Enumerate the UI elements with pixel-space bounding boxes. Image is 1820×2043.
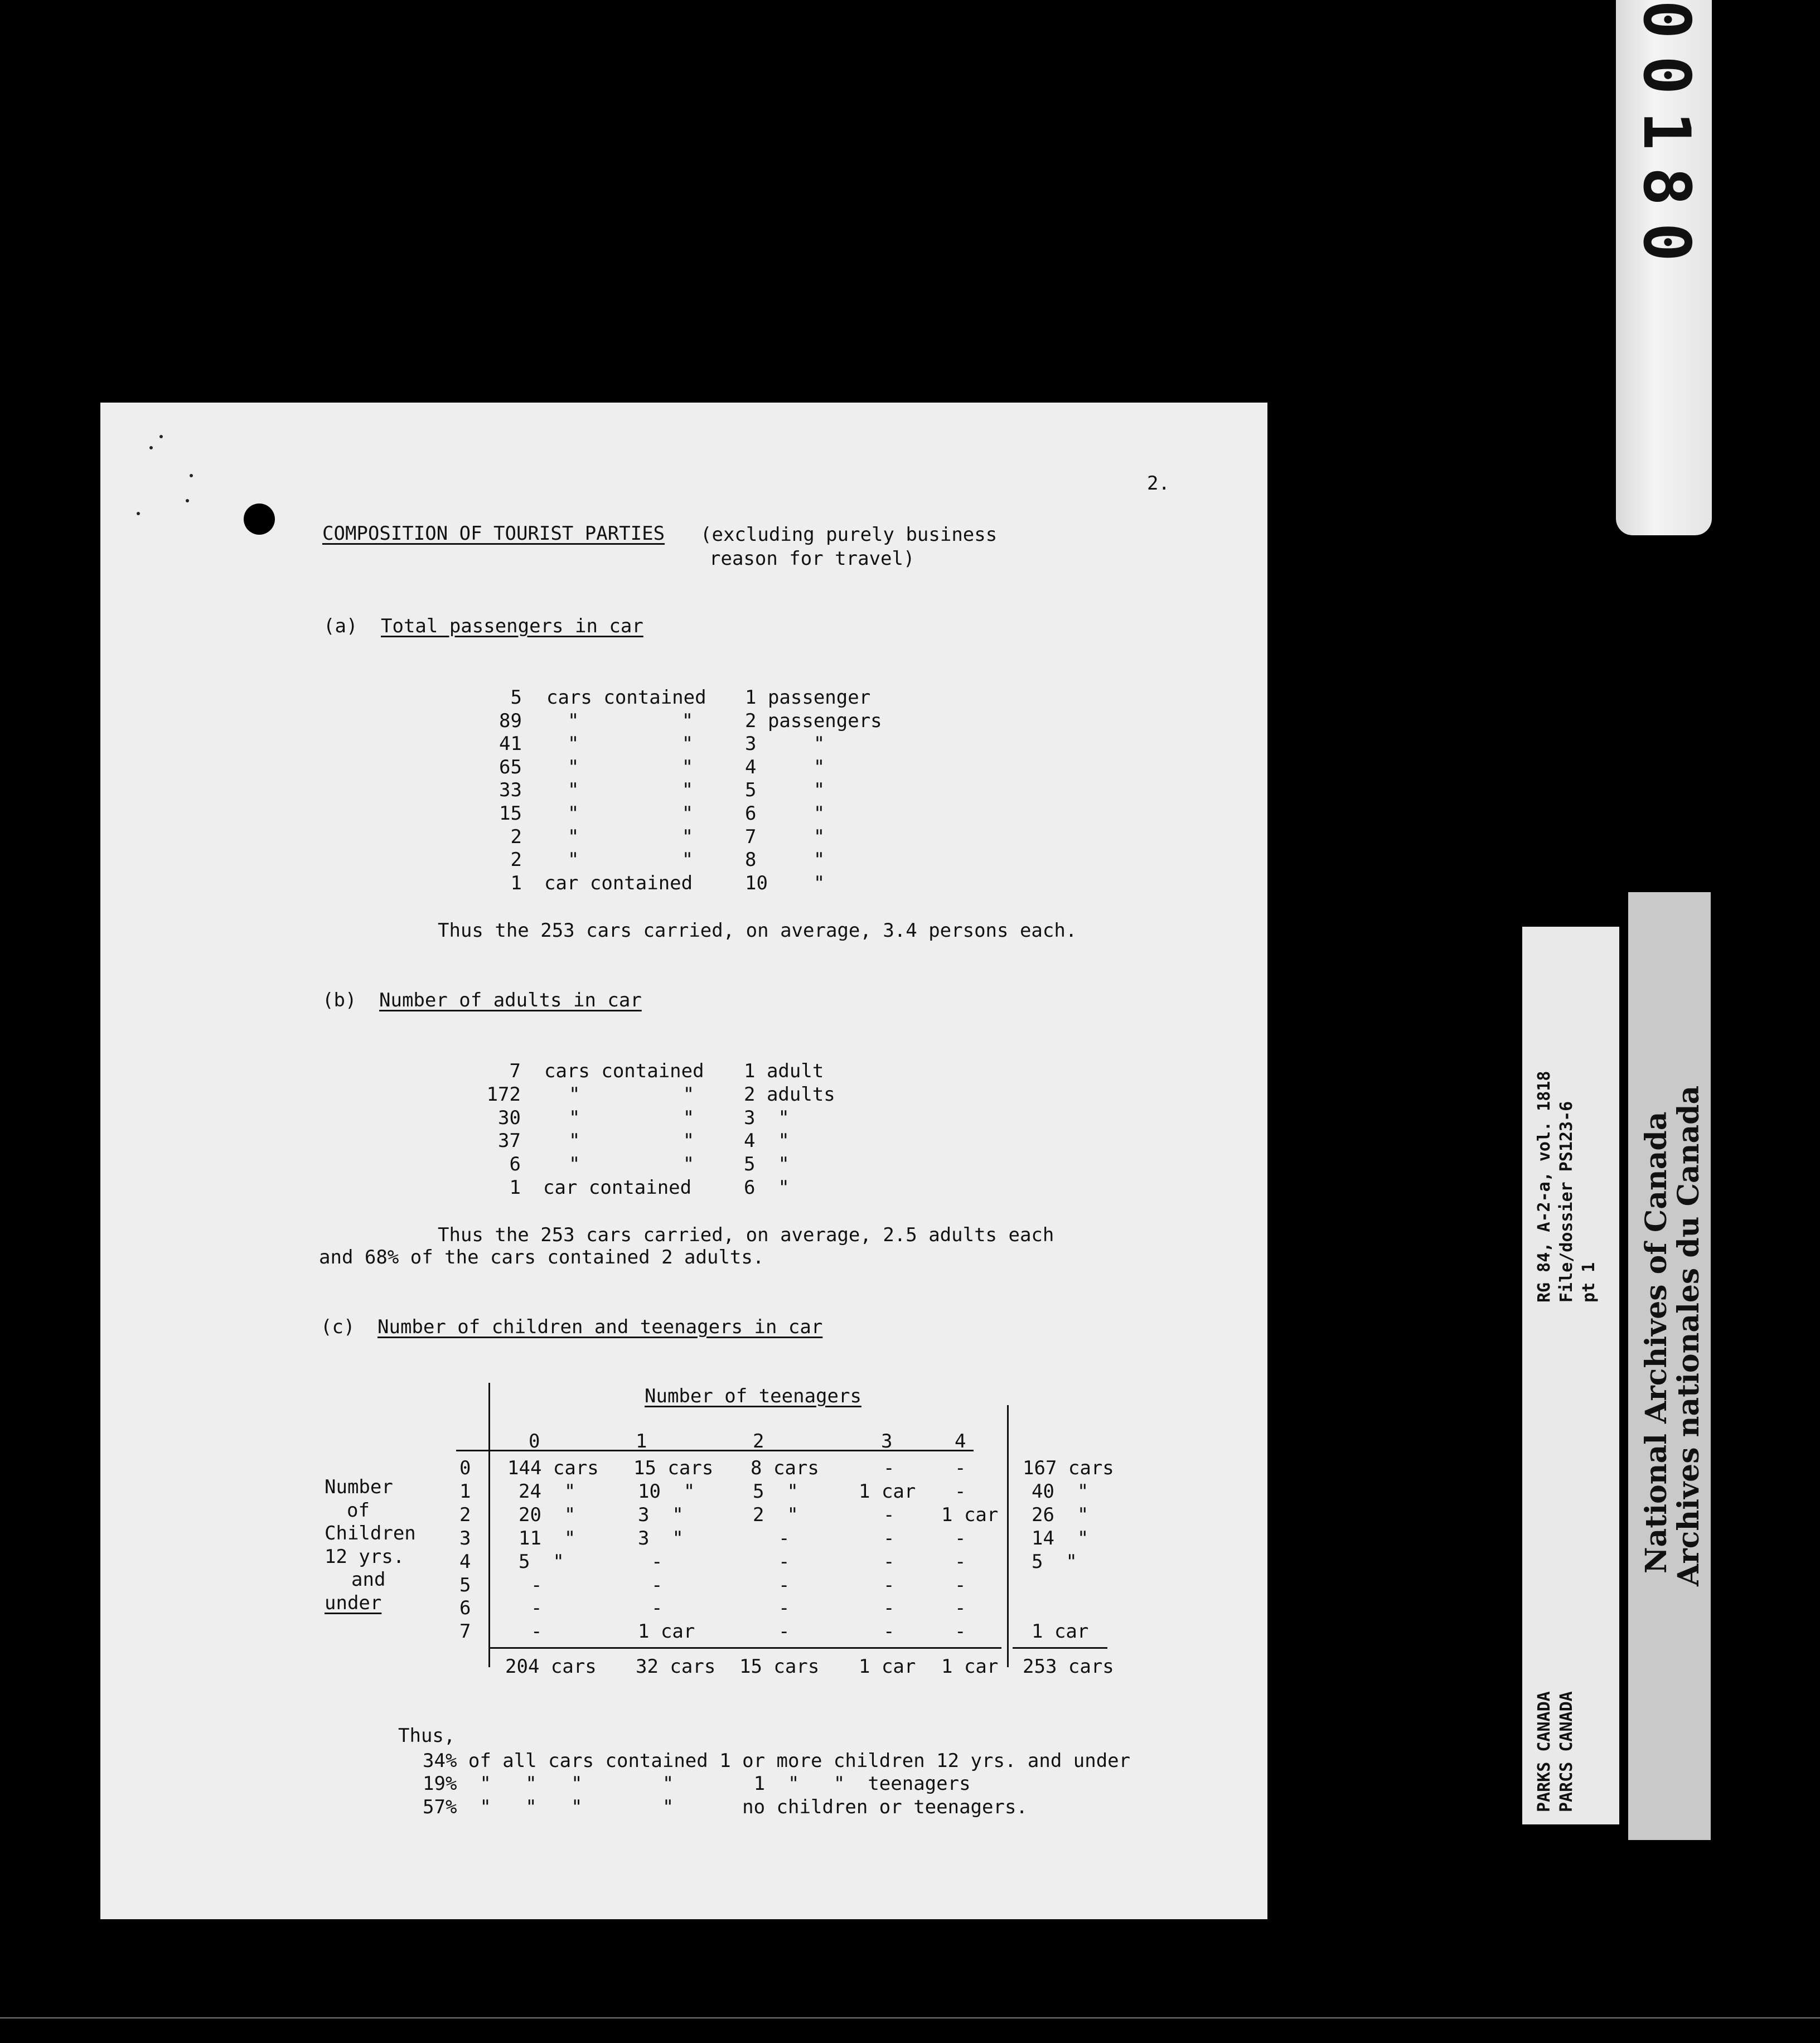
table-cell: - [778, 1550, 790, 1573]
row-label: " " [569, 1130, 695, 1153]
table-cell: - [955, 1550, 966, 1573]
speck [190, 474, 193, 477]
row-count: 1 [510, 872, 522, 894]
row-value: 2 adults [744, 1083, 835, 1106]
row-value: 3 " [745, 733, 825, 756]
section-heading: Number of children and teenagers in car [377, 1316, 823, 1338]
table-cell: 40 " [1032, 1480, 1089, 1503]
conclusion-line: 34% of all cars contained 1 or more children 12 yrs. and under [423, 1750, 1131, 1772]
table-rule [1007, 1405, 1009, 1667]
column-total: 253 cars [1023, 1655, 1114, 1678]
table-cell: - [651, 1550, 663, 1573]
teen-heading: Number of teenagers [645, 1385, 861, 1407]
table-cell: - [955, 1457, 966, 1479]
table-cell: 1 car [941, 1503, 999, 1526]
row-value: 6 " [745, 802, 825, 825]
table-cell: 11 " [519, 1527, 576, 1550]
speck [186, 499, 189, 502]
section-summary: and 68% of the cars contained 2 adults. [319, 1246, 764, 1269]
row-label: Number [325, 1476, 393, 1498]
row-count: 172 [486, 1083, 521, 1106]
table-cell: - [778, 1574, 790, 1596]
row-label: Children [325, 1522, 416, 1545]
table-cell: 24 " [519, 1480, 576, 1503]
film-edge [0, 2017, 1820, 2018]
table-cell: 3 " [638, 1503, 684, 1526]
row-count: 2 [510, 825, 522, 848]
table-cell: - [531, 1597, 543, 1620]
table-cell: - [955, 1480, 966, 1503]
row-value: 5 " [745, 779, 825, 802]
table-cell: - [651, 1597, 663, 1620]
table-cell: - [778, 1597, 790, 1620]
table-rule [488, 1383, 490, 1667]
child-count: 2 [459, 1503, 471, 1526]
slip-line: RG 84, A-2-a, vol. 1818 [1535, 1071, 1554, 1303]
table-cell: - [778, 1620, 790, 1643]
table-cell: 167 cars [1023, 1457, 1114, 1479]
section-heading: Total passengers in car [381, 615, 643, 637]
row-label: 12 yrs. [325, 1545, 405, 1568]
conclusion-line: 57% " " " " no children or teenagers. [423, 1796, 1028, 1818]
speck [137, 512, 140, 515]
section-label: (b) [322, 989, 357, 1011]
row-value: 8 " [745, 849, 825, 872]
child-count: 0 [459, 1457, 471, 1479]
table-cell: 14 " [1032, 1527, 1089, 1550]
table-cell: - [883, 1503, 895, 1526]
row-count: 30 [498, 1106, 521, 1129]
teen-col-header: 3 [881, 1430, 893, 1453]
row-count: 15 [499, 802, 522, 825]
row-value: 6 " [744, 1177, 790, 1199]
row-value: 5 " [744, 1153, 790, 1176]
table-cell: 5 " [519, 1550, 564, 1573]
row-label: " " [569, 1083, 695, 1106]
child-count: 7 [459, 1620, 471, 1643]
section-label: (c) [321, 1316, 355, 1338]
table-rule [1013, 1647, 1107, 1649]
section-label: (a) [323, 615, 358, 637]
child-count: 6 [459, 1597, 471, 1620]
table-cell: 1 car [1032, 1620, 1089, 1643]
row-count: 33 [499, 779, 522, 802]
column-total: 204 cars [505, 1655, 597, 1678]
table-cell: 144 cars [507, 1457, 599, 1479]
table-rule [488, 1647, 1001, 1649]
table-cell: 10 " [638, 1480, 695, 1503]
slip-line: PARCS CANADA [1557, 1691, 1576, 1812]
column-total: 1 car [941, 1655, 999, 1678]
title-note: (excluding purely business [700, 524, 998, 546]
row-count: 2 [510, 849, 522, 872]
table-cell: 5 " [1032, 1550, 1077, 1573]
row-value: 7 " [745, 825, 825, 848]
archives-name-en: National Archives of Canada [1639, 1111, 1673, 1574]
table-cell: - [883, 1527, 895, 1550]
table-cell: - [883, 1597, 895, 1620]
row-label: " " [568, 825, 694, 848]
page-number: 2. [1147, 472, 1170, 495]
row-value: 3 " [744, 1106, 790, 1129]
row-count: 6 [509, 1153, 521, 1176]
table-cell: - [531, 1574, 543, 1596]
title-note: reason for travel) [709, 548, 915, 570]
speck [159, 435, 163, 438]
row-label: " " [568, 756, 694, 778]
row-count: 7 [509, 1060, 521, 1082]
row-value: 1 adult [744, 1060, 824, 1082]
table-cell: - [778, 1527, 790, 1550]
punch-hole [244, 504, 275, 535]
row-label: car contained [543, 1177, 692, 1199]
row-count: 41 [499, 733, 522, 756]
row-count: 89 [499, 709, 522, 732]
child-count: 5 [459, 1574, 471, 1596]
child-count: 1 [459, 1480, 471, 1503]
table-cell: - [531, 1620, 543, 1643]
row-label: " " [569, 1153, 695, 1176]
column-total: 15 cars [739, 1655, 820, 1678]
table-cell: 20 " [519, 1503, 576, 1526]
child-count: 4 [459, 1550, 471, 1573]
teen-col-header: 0 [529, 1430, 540, 1453]
reel-number: 00180 [1629, 0, 1704, 279]
row-value: 10 " [745, 872, 825, 894]
row-count: 5 [510, 686, 522, 709]
table-cell: - [955, 1527, 966, 1550]
row-label: cars contained [544, 1060, 704, 1082]
column-total: 32 cars [636, 1655, 716, 1678]
row-value: 1 passenger [745, 686, 871, 709]
table-cell: 5 " [753, 1480, 798, 1503]
row-value: 2 passengers [745, 709, 882, 732]
row-count: 1 [509, 1177, 521, 1199]
table-cell: - [955, 1574, 966, 1596]
archive-slip [1522, 927, 1619, 1824]
row-label: " " [568, 733, 694, 756]
table-cell: - [955, 1597, 966, 1620]
slip-line: File/dossier PS123-6 [1557, 1101, 1576, 1303]
row-value: 4 " [745, 756, 825, 778]
table-cell: 2 " [753, 1503, 798, 1526]
row-label: " " [569, 1106, 695, 1129]
table-cell: - [955, 1620, 966, 1643]
row-label: and [351, 1568, 386, 1591]
teen-col-header: 2 [753, 1430, 764, 1453]
table-cell: - [651, 1574, 663, 1596]
table-cell: 8 cars [751, 1457, 819, 1479]
table-cell: 26 " [1032, 1503, 1089, 1526]
page-title: COMPOSITION OF TOURIST PARTIES [322, 522, 665, 545]
row-count: 65 [499, 756, 522, 778]
table-cell: - [883, 1620, 895, 1643]
table-cell: - [883, 1574, 895, 1596]
table-cell: - [883, 1457, 895, 1479]
row-value: 4 " [744, 1130, 790, 1153]
teen-col-header: 4 [955, 1430, 966, 1453]
row-label: under [325, 1591, 382, 1614]
child-count: 3 [459, 1527, 471, 1550]
row-label: " " [568, 779, 694, 802]
slip-line: PARKS CANADA [1535, 1691, 1554, 1812]
row-label: car contained [544, 872, 693, 894]
row-label: " " [568, 709, 694, 732]
table-cell: - [883, 1550, 895, 1573]
conclusion-line: 19% " " " " 1 " " teenagers [423, 1773, 971, 1795]
row-label: " " [568, 802, 694, 825]
row-count: 37 [498, 1130, 521, 1153]
row-label: of [347, 1499, 370, 1522]
column-total: 1 car [859, 1655, 916, 1678]
archives-name-fr: Archives nationales du Canada [1672, 1085, 1706, 1586]
table-cell: 1 car [859, 1480, 916, 1503]
section-summary: Thus the 253 cars carried, on average, 2.5 adults each [438, 1224, 1054, 1246]
table-cell: 15 cars [633, 1457, 714, 1479]
section-heading: Number of adults in car [379, 989, 642, 1011]
row-label: " " [568, 849, 694, 872]
conclusion-label: Thus, [398, 1725, 456, 1747]
row-label: cars contained [546, 686, 706, 709]
section-summary: Thus the 253 cars carried, on average, 3.4 persons each. [438, 919, 1077, 942]
teen-col-header: 1 [636, 1430, 647, 1453]
speck [149, 446, 153, 449]
table-cell: 3 " [638, 1527, 684, 1550]
slip-line: pt 1 [1579, 1262, 1599, 1303]
table-cell: 1 car [638, 1620, 695, 1643]
